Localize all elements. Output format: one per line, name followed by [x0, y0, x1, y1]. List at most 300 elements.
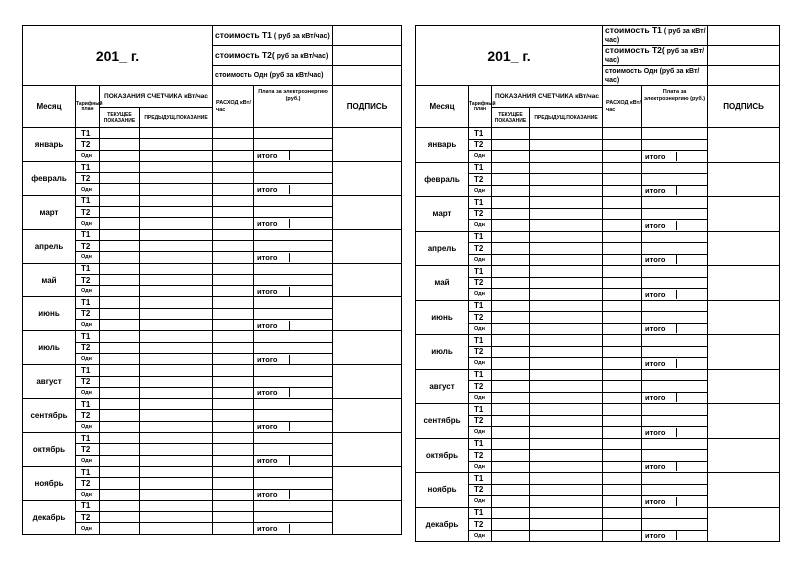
current-reading-cell[interactable] [492, 300, 530, 312]
current-reading-cell[interactable] [492, 346, 530, 358]
payment-cell[interactable] [254, 207, 333, 218]
previous-reading-cell[interactable] [530, 461, 603, 473]
usage-cell[interactable] [603, 346, 642, 358]
signature-cell[interactable] [333, 365, 402, 399]
payment-cell[interactable] [254, 500, 333, 511]
current-reading-cell[interactable] [492, 231, 530, 243]
payment-cell[interactable] [254, 478, 333, 489]
previous-reading-cell[interactable] [530, 243, 603, 255]
current-reading-cell[interactable] [100, 365, 140, 376]
usage-cell[interactable] [603, 174, 642, 186]
current-reading-cell[interactable] [492, 174, 530, 186]
previous-reading-cell[interactable] [530, 300, 603, 312]
signature-cell[interactable] [333, 161, 402, 195]
usage-cell[interactable] [603, 369, 642, 381]
total-value[interactable] [677, 255, 708, 264]
current-reading-cell[interactable] [100, 308, 140, 319]
payment-cell[interactable] [254, 331, 333, 342]
usage-cell[interactable] [603, 243, 642, 255]
current-reading-cell[interactable] [100, 263, 140, 274]
previous-reading-cell[interactable] [530, 415, 603, 427]
previous-reading-cell[interactable] [140, 286, 213, 297]
usage-cell[interactable] [213, 455, 254, 466]
usage-cell[interactable] [603, 162, 642, 174]
signature-cell[interactable] [333, 128, 402, 162]
current-reading-cell[interactable] [492, 369, 530, 381]
previous-reading-cell[interactable] [140, 139, 213, 150]
usage-cell[interactable] [213, 252, 254, 263]
previous-reading-cell[interactable] [530, 369, 603, 381]
payment-cell[interactable] [642, 231, 708, 243]
previous-reading-cell[interactable] [530, 254, 603, 266]
current-reading-cell[interactable] [100, 387, 140, 398]
payment-cell[interactable] [642, 346, 708, 358]
total-value[interactable] [677, 221, 708, 230]
previous-reading-cell[interactable] [530, 358, 603, 370]
usage-cell[interactable] [603, 220, 642, 232]
current-reading-cell[interactable] [100, 523, 140, 534]
usage-cell[interactable] [603, 289, 642, 301]
current-reading-cell[interactable] [492, 519, 530, 531]
total-value[interactable] [290, 287, 333, 296]
payment-cell[interactable] [642, 381, 708, 393]
usage-cell[interactable] [213, 184, 254, 195]
payment-cell[interactable] [642, 139, 708, 151]
current-reading-cell[interactable] [492, 289, 530, 301]
current-reading-cell[interactable] [100, 229, 140, 240]
payment-cell[interactable] [642, 266, 708, 278]
usage-cell[interactable] [213, 376, 254, 387]
payment-cell[interactable] [642, 174, 708, 186]
usage-cell[interactable] [603, 139, 642, 151]
previous-reading-cell[interactable] [530, 438, 603, 450]
payment-cell[interactable] [254, 512, 333, 523]
previous-reading-cell[interactable] [140, 173, 213, 184]
current-reading-cell[interactable] [100, 444, 140, 455]
usage-cell[interactable] [213, 421, 254, 432]
payment-cell[interactable] [642, 300, 708, 312]
usage-cell[interactable] [213, 229, 254, 240]
cost-od-value[interactable] [333, 66, 402, 86]
usage-cell[interactable] [213, 207, 254, 218]
total-value[interactable] [290, 253, 333, 262]
total-value[interactable] [290, 490, 333, 499]
current-reading-cell[interactable] [100, 489, 140, 500]
usage-cell[interactable] [213, 161, 254, 172]
previous-reading-cell[interactable] [140, 218, 213, 229]
previous-reading-cell[interactable] [140, 320, 213, 331]
total-value[interactable] [290, 456, 333, 465]
payment-cell[interactable] [254, 229, 333, 240]
payment-cell[interactable] [642, 507, 708, 519]
usage-cell[interactable] [213, 466, 254, 477]
usage-cell[interactable] [213, 297, 254, 308]
previous-reading-cell[interactable] [530, 277, 603, 289]
previous-reading-cell[interactable] [140, 433, 213, 444]
previous-reading-cell[interactable] [530, 346, 603, 358]
cost-t2-value[interactable] [708, 46, 780, 66]
usage-cell[interactable] [213, 320, 254, 331]
signature-cell[interactable] [333, 500, 402, 534]
total-value[interactable] [290, 151, 333, 160]
usage-cell[interactable] [603, 128, 642, 140]
usage-cell[interactable] [213, 308, 254, 319]
signature-cell[interactable] [708, 507, 780, 542]
payment-cell[interactable] [642, 277, 708, 289]
current-reading-cell[interactable] [100, 173, 140, 184]
usage-cell[interactable] [603, 415, 642, 427]
current-reading-cell[interactable] [492, 128, 530, 140]
usage-cell[interactable] [213, 500, 254, 511]
current-reading-cell[interactable] [492, 473, 530, 485]
usage-cell[interactable] [213, 274, 254, 285]
current-reading-cell[interactable] [492, 461, 530, 473]
total-value[interactable] [290, 185, 333, 194]
usage-cell[interactable] [213, 331, 254, 342]
usage-cell[interactable] [603, 427, 642, 439]
usage-cell[interactable] [213, 387, 254, 398]
current-reading-cell[interactable] [492, 220, 530, 232]
previous-reading-cell[interactable] [530, 323, 603, 335]
previous-reading-cell[interactable] [530, 427, 603, 439]
payment-cell[interactable] [642, 519, 708, 531]
total-value[interactable] [677, 393, 708, 402]
signature-cell[interactable] [708, 162, 780, 197]
current-reading-cell[interactable] [100, 342, 140, 353]
payment-cell[interactable] [254, 274, 333, 285]
previous-reading-cell[interactable] [140, 195, 213, 206]
signature-cell[interactable] [333, 297, 402, 331]
total-value[interactable] [290, 388, 333, 397]
payment-cell[interactable] [254, 365, 333, 376]
usage-cell[interactable] [603, 530, 642, 542]
signature-cell[interactable] [333, 195, 402, 229]
usage-cell[interactable] [213, 365, 254, 376]
payment-cell[interactable] [642, 128, 708, 140]
previous-reading-cell[interactable] [140, 240, 213, 251]
usage-cell[interactable] [213, 512, 254, 523]
usage-cell[interactable] [603, 438, 642, 450]
signature-cell[interactable] [333, 466, 402, 500]
payment-cell[interactable] [642, 312, 708, 324]
previous-reading-cell[interactable] [530, 392, 603, 404]
signature-cell[interactable] [333, 399, 402, 433]
usage-cell[interactable] [603, 254, 642, 266]
previous-reading-cell[interactable] [530, 208, 603, 220]
signature-cell[interactable] [333, 263, 402, 297]
cost-t1-value[interactable] [708, 26, 780, 46]
current-reading-cell[interactable] [492, 312, 530, 324]
usage-cell[interactable] [213, 489, 254, 500]
usage-cell[interactable] [213, 478, 254, 489]
current-reading-cell[interactable] [492, 530, 530, 542]
previous-reading-cell[interactable] [530, 185, 603, 197]
previous-reading-cell[interactable] [140, 489, 213, 500]
current-reading-cell[interactable] [100, 139, 140, 150]
current-reading-cell[interactable] [492, 450, 530, 462]
usage-cell[interactable] [213, 353, 254, 364]
total-value[interactable] [677, 531, 708, 540]
signature-cell[interactable] [708, 300, 780, 335]
payment-cell[interactable] [642, 404, 708, 416]
previous-reading-cell[interactable] [530, 496, 603, 508]
payment-cell[interactable] [642, 197, 708, 209]
usage-cell[interactable] [213, 240, 254, 251]
current-reading-cell[interactable] [100, 252, 140, 263]
total-value[interactable] [290, 321, 333, 330]
usage-cell[interactable] [603, 392, 642, 404]
signature-cell[interactable] [708, 369, 780, 404]
payment-cell[interactable] [642, 369, 708, 381]
previous-reading-cell[interactable] [140, 184, 213, 195]
current-reading-cell[interactable] [100, 320, 140, 331]
cost-t2-value[interactable] [333, 46, 402, 66]
usage-cell[interactable] [603, 484, 642, 496]
total-value[interactable] [290, 422, 333, 431]
previous-reading-cell[interactable] [530, 381, 603, 393]
current-reading-cell[interactable] [100, 286, 140, 297]
current-reading-cell[interactable] [100, 274, 140, 285]
previous-reading-cell[interactable] [530, 128, 603, 140]
payment-cell[interactable] [642, 438, 708, 450]
payment-cell[interactable] [642, 450, 708, 462]
payment-cell[interactable] [642, 484, 708, 496]
payment-cell[interactable] [254, 161, 333, 172]
previous-reading-cell[interactable] [140, 128, 213, 139]
previous-reading-cell[interactable] [530, 220, 603, 232]
signature-cell[interactable] [708, 231, 780, 266]
previous-reading-cell[interactable] [140, 466, 213, 477]
total-value[interactable] [677, 497, 708, 506]
usage-cell[interactable] [603, 358, 642, 370]
current-reading-cell[interactable] [100, 195, 140, 206]
current-reading-cell[interactable] [492, 323, 530, 335]
total-value[interactable] [677, 290, 708, 299]
payment-cell[interactable] [254, 128, 333, 139]
previous-reading-cell[interactable] [140, 229, 213, 240]
cost-od-value[interactable] [708, 66, 780, 86]
current-reading-cell[interactable] [492, 427, 530, 439]
usage-cell[interactable] [603, 266, 642, 278]
previous-reading-cell[interactable] [530, 507, 603, 519]
current-reading-cell[interactable] [492, 404, 530, 416]
signature-cell[interactable] [708, 128, 780, 163]
current-reading-cell[interactable] [492, 254, 530, 266]
previous-reading-cell[interactable] [140, 387, 213, 398]
usage-cell[interactable] [603, 231, 642, 243]
payment-cell[interactable] [254, 263, 333, 274]
previous-reading-cell[interactable] [140, 512, 213, 523]
usage-cell[interactable] [213, 218, 254, 229]
current-reading-cell[interactable] [492, 208, 530, 220]
current-reading-cell[interactable] [100, 297, 140, 308]
payment-cell[interactable] [642, 415, 708, 427]
usage-cell[interactable] [603, 185, 642, 197]
usage-cell[interactable] [603, 473, 642, 485]
signature-cell[interactable] [333, 331, 402, 365]
usage-cell[interactable] [603, 496, 642, 508]
current-reading-cell[interactable] [100, 150, 140, 161]
usage-cell[interactable] [603, 323, 642, 335]
previous-reading-cell[interactable] [140, 342, 213, 353]
current-reading-cell[interactable] [100, 128, 140, 139]
current-reading-cell[interactable] [492, 415, 530, 427]
previous-reading-cell[interactable] [140, 399, 213, 410]
usage-cell[interactable] [603, 335, 642, 347]
previous-reading-cell[interactable] [140, 161, 213, 172]
previous-reading-cell[interactable] [530, 231, 603, 243]
previous-reading-cell[interactable] [530, 519, 603, 531]
previous-reading-cell[interactable] [140, 308, 213, 319]
previous-reading-cell[interactable] [140, 500, 213, 511]
usage-cell[interactable] [603, 208, 642, 220]
current-reading-cell[interactable] [100, 478, 140, 489]
total-value[interactable] [677, 186, 708, 195]
signature-cell[interactable] [708, 197, 780, 232]
usage-cell[interactable] [603, 312, 642, 324]
usage-cell[interactable] [213, 444, 254, 455]
payment-cell[interactable] [254, 195, 333, 206]
current-reading-cell[interactable] [492, 197, 530, 209]
usage-cell[interactable] [213, 263, 254, 274]
previous-reading-cell[interactable] [140, 376, 213, 387]
usage-cell[interactable] [603, 277, 642, 289]
previous-reading-cell[interactable] [530, 266, 603, 278]
total-value[interactable] [290, 355, 333, 364]
current-reading-cell[interactable] [100, 421, 140, 432]
usage-cell[interactable] [603, 461, 642, 473]
previous-reading-cell[interactable] [140, 150, 213, 161]
usage-cell[interactable] [603, 300, 642, 312]
previous-reading-cell[interactable] [140, 331, 213, 342]
previous-reading-cell[interactable] [140, 478, 213, 489]
signature-cell[interactable] [708, 404, 780, 439]
total-value[interactable] [677, 428, 708, 437]
current-reading-cell[interactable] [100, 500, 140, 511]
current-reading-cell[interactable] [492, 358, 530, 370]
usage-cell[interactable] [213, 128, 254, 139]
current-reading-cell[interactable] [100, 240, 140, 251]
payment-cell[interactable] [642, 335, 708, 347]
previous-reading-cell[interactable] [530, 484, 603, 496]
payment-cell[interactable] [254, 433, 333, 444]
payment-cell[interactable] [254, 297, 333, 308]
usage-cell[interactable] [603, 151, 642, 163]
current-reading-cell[interactable] [100, 353, 140, 364]
current-reading-cell[interactable] [492, 243, 530, 255]
current-reading-cell[interactable] [492, 162, 530, 174]
cost-t1-value[interactable] [333, 26, 402, 46]
payment-cell[interactable] [254, 444, 333, 455]
signature-cell[interactable] [708, 438, 780, 473]
payment-cell[interactable] [254, 410, 333, 421]
usage-cell[interactable] [603, 450, 642, 462]
previous-reading-cell[interactable] [140, 297, 213, 308]
previous-reading-cell[interactable] [140, 207, 213, 218]
current-reading-cell[interactable] [100, 331, 140, 342]
payment-cell[interactable] [254, 240, 333, 251]
current-reading-cell[interactable] [492, 151, 530, 163]
total-value[interactable] [677, 359, 708, 368]
current-reading-cell[interactable] [492, 335, 530, 347]
usage-cell[interactable] [213, 433, 254, 444]
signature-cell[interactable] [333, 433, 402, 467]
previous-reading-cell[interactable] [530, 404, 603, 416]
current-reading-cell[interactable] [100, 410, 140, 421]
current-reading-cell[interactable] [100, 207, 140, 218]
previous-reading-cell[interactable] [140, 263, 213, 274]
current-reading-cell[interactable] [100, 218, 140, 229]
signature-cell[interactable] [708, 335, 780, 370]
previous-reading-cell[interactable] [530, 162, 603, 174]
current-reading-cell[interactable] [492, 266, 530, 278]
current-reading-cell[interactable] [100, 161, 140, 172]
previous-reading-cell[interactable] [530, 151, 603, 163]
usage-cell[interactable] [213, 342, 254, 353]
total-value[interactable] [677, 324, 708, 333]
previous-reading-cell[interactable] [530, 174, 603, 186]
total-value[interactable] [677, 462, 708, 471]
usage-cell[interactable] [213, 399, 254, 410]
previous-reading-cell[interactable] [140, 421, 213, 432]
payment-cell[interactable] [254, 308, 333, 319]
payment-cell[interactable] [254, 342, 333, 353]
total-value[interactable] [677, 152, 708, 161]
signature-cell[interactable] [708, 266, 780, 301]
previous-reading-cell[interactable] [140, 410, 213, 421]
previous-reading-cell[interactable] [530, 450, 603, 462]
previous-reading-cell[interactable] [530, 139, 603, 151]
signature-cell[interactable] [708, 473, 780, 508]
previous-reading-cell[interactable] [140, 252, 213, 263]
total-value[interactable] [290, 524, 333, 533]
usage-cell[interactable] [213, 286, 254, 297]
usage-cell[interactable] [213, 173, 254, 184]
payment-cell[interactable] [254, 466, 333, 477]
previous-reading-cell[interactable] [530, 312, 603, 324]
current-reading-cell[interactable] [100, 455, 140, 466]
previous-reading-cell[interactable] [140, 444, 213, 455]
previous-reading-cell[interactable] [140, 274, 213, 285]
previous-reading-cell[interactable] [530, 530, 603, 542]
previous-reading-cell[interactable] [530, 473, 603, 485]
current-reading-cell[interactable] [492, 507, 530, 519]
previous-reading-cell[interactable] [140, 523, 213, 534]
payment-cell[interactable] [254, 399, 333, 410]
current-reading-cell[interactable] [100, 512, 140, 523]
previous-reading-cell[interactable] [140, 353, 213, 364]
payment-cell[interactable] [642, 473, 708, 485]
payment-cell[interactable] [254, 376, 333, 387]
usage-cell[interactable] [213, 150, 254, 161]
usage-cell[interactable] [603, 404, 642, 416]
usage-cell[interactable] [213, 523, 254, 534]
payment-cell[interactable] [642, 162, 708, 174]
current-reading-cell[interactable] [492, 185, 530, 197]
previous-reading-cell[interactable] [140, 455, 213, 466]
current-reading-cell[interactable] [100, 466, 140, 477]
usage-cell[interactable] [603, 519, 642, 531]
current-reading-cell[interactable] [492, 438, 530, 450]
current-reading-cell[interactable] [492, 277, 530, 289]
current-reading-cell[interactable] [100, 433, 140, 444]
usage-cell[interactable] [603, 197, 642, 209]
current-reading-cell[interactable] [492, 496, 530, 508]
usage-cell[interactable] [213, 139, 254, 150]
usage-cell[interactable] [213, 410, 254, 421]
usage-cell[interactable] [603, 507, 642, 519]
payment-cell[interactable] [254, 139, 333, 150]
